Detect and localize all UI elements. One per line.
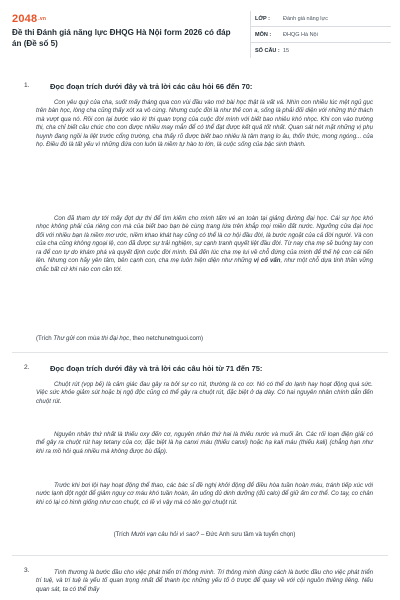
- passage-paragraph: Con yêu quý của cha, suốt mấy tháng qua con vùi đầu vào mớ bài học thật là vất vả. Nhìn con nhiều lúc mệt ngủ gục trên bàn học, lòng cha cũng thấy xót xa vô cùng. Nhưng cuộc đời là như thế con a, sống là phải đối diện với những thử thách mà vượt qua nó. Rồi con lại bước vào kì thi quan trọng của cuộc đời mình với biết bao nhiêu khó nhọc. Khi con vào trường thi, cha chỉ biết cầu chúc cho con được nhiều may mắn để có thể đạt được kết quả tốt nhất. Quan sát nét mặt những vị phụ huynh đang ngồi la liệt trước cổng trường, cha thấy rõ được biết bao nhiêu là tâm trạng lo âu, thổn thức, mong ngóng... của họ. Điều đó là tất yếu vì những đứa con luôn là niềm tự hào to lớn, là cuộc sống của bậc sinh thành.: [36, 99, 373, 149]
- citation-prefix: (Trích: [36, 335, 54, 342]
- meta-row-subject: [251, 27, 391, 43]
- meta-value: Đánh giá năng lực: [283, 15, 328, 22]
- site-logo[interactable]: [12, 13, 46, 25]
- page-header: [0, 0, 400, 66]
- citation-prefix: (Trích: [113, 531, 131, 538]
- citation-suffix: , theo netchunetnguoi.com): [129, 335, 204, 342]
- emphasis-text: vị cố vấn: [253, 257, 281, 265]
- citation-title: Thư gửi con mùa thi đại học: [53, 335, 130, 342]
- brand-suffix: .vn: [38, 16, 47, 23]
- question-number: 1.: [24, 82, 30, 89]
- question-title: Đọc đoạn trích dưới đây và trả lời các câu hỏi từ 71 đến 75:: [50, 364, 263, 373]
- meta-key: LỚP :: [255, 15, 270, 22]
- meta-row-count: [251, 43, 391, 58]
- divider: [12, 555, 388, 556]
- meta-row-class: [251, 11, 391, 27]
- passage-paragraph: Nguyên nhân thứ nhất là thiếu oxy đến cơ, nguyên nhân thứ hai là thiếu nước và muối ăn. Các rối loạn điện giải có thể gây ra chuột rút hay tetany của cơ, đặc biệt là hạ canxi máu (thiếu canxi) hoặc hạ kali máu (thiếu kali) (chẳng hạn như khi ra mồ hôi quá nhiều mà không được bù đắp).: [36, 431, 373, 455]
- source-citation: [36, 335, 373, 342]
- citation-title: Mười vạn câu hỏi vì sao?: [130, 531, 200, 538]
- passage-paragraph: Chuột rút (vọp bẻ) là cảm giác đau gây ra bởi sự co rút, thường là co cơ. Nó có thể do lạnh hay hoạt động quá sức. Việc sức khỏe giảm sút hoặc bị ngộ độc cũng có thể gây ra chuột rút, đặc biệt ở dạ dày. Có hai nguyên nhân chính dẫn đến chuột rút.: [36, 381, 373, 405]
- exam-meta-table: [250, 11, 391, 58]
- brand-name: 2048: [12, 13, 38, 25]
- meta-key: SỐ CÂU :: [255, 47, 280, 54]
- passage-paragraph: Tình thương là bước đầu cho việc phát triển trí thông minh. Trí thông minh đúng cách là bước đầu cho việc phát triển trí tuệ, và trí tuệ là yếu tố quan trọng nhất để thanh lọc những yếu tố ô trược để quay về với cội nguồn thiêng liêng. Nếu quan sát, ta có thể thấy: [36, 569, 373, 593]
- question-number: 2.: [24, 364, 30, 371]
- passage-text: Con đã tham dự tới mấy đợt dự thi để tìm kiếm cho mình tấm vé an toàn tại giảng đường đại học. Cái sự học khó nhọc không phải của riêng con mà của biết bao bạn bè cùng trang lứa trên khắp mọi miền đất nước. Ngưỡng cửa đại học đối với nhiều bạn là niềm mơ ước, niềm khao khát hay cũng có thể là cơ hội đầu đời, là bước ngoặt của cả đời người. Và con của cha cũng không ngoại lệ, con đã được sự trải nghiệm, sự cạnh tranh quyết liệt đầu đời. Từ nay cha mẹ sẽ buông tay con ra để con tự do khám phá và quyết định cuộc đời mình. Đã đến lúc cha mẹ lui về chỗ đứng của mình để thế hệ con cái tiến lên. Nhưng con hãy yên tâm, bên cạnh con, cha mẹ luôn hiện diện như những: [36, 215, 373, 265]
- meta-value: 15: [283, 47, 290, 54]
- question-number: 3.: [24, 567, 30, 574]
- passage-paragraph: [36, 215, 373, 274]
- citation-suffix: – Đức Anh sưu tầm và tuyển chọn): [199, 531, 296, 538]
- source-citation: [36, 531, 373, 538]
- passage-paragraph: Trước khi bơi lội hay hoạt động thể thao, các bác sĩ đề nghị khởi động để điều hòa tuần hoàn máu, tránh tiếp xúc với nước lạnh đột ngột để giảm nguy cơ máu khó tuần hoàn, ăn uống đủ dinh dưỡng (đủ calo) để giữ ấm cơ thể. Co tay, co chân khi có lại có hình giống như con chuột, có lẽ vì vậy mà có tên gọi chuột rút.: [36, 482, 373, 506]
- passage-text: , như một chỗ dựa tinh thần vững chắc bất cứ khi nào con cần tới.: [36, 257, 373, 273]
- meta-key: MÔN :: [255, 31, 272, 38]
- question-title: Đọc đoạn trích dưới đây và trả lời các câu hỏi 66 đến 70:: [50, 82, 253, 91]
- meta-value: ĐHQG Hà Nội: [283, 31, 318, 38]
- page-title: Đề thi Đánh giá năng lực ĐHQG Hà Nội form 2026 có đáp án (Đề số 5): [12, 28, 231, 48]
- divider: [12, 352, 388, 353]
